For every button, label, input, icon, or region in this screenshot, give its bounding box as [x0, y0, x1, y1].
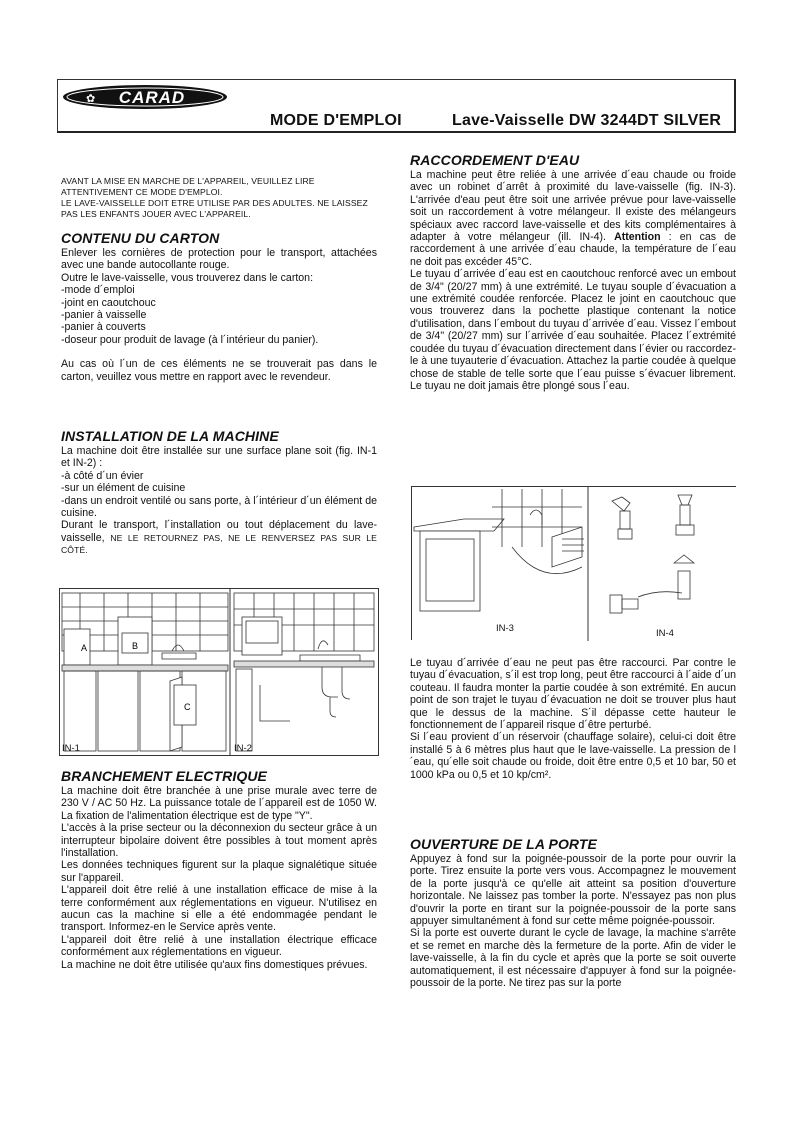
fig-label-in3: IN-3: [496, 623, 514, 634]
contenu-item: -joint en caoutchouc: [61, 296, 156, 309]
contenu-p3: Au cas où l´un de ces éléments ne se trouverait pas dans le carton, veuillez vous mettre en rapport avec le revendeur.: [61, 358, 377, 383]
branchement-p3: Les données techniques figurent sur la plaque signalétique située sur l'appareil.: [61, 859, 377, 884]
contenu-item: -doseur pour produit de lavage (à l´intérieur du panier).: [61, 333, 319, 346]
raccordement-p2: Le tuyau d´arrivée d´eau est en caoutchouc renforcé avec un embout de 3/4" (20/27 mm) à une extrémité. Le tuyau souple d´évacuation a une extrémité coudée renforcée. Placez le joint en caoutchouc que vous trouverez dans la pochette plastique contenant la notice d'utilisation, dans l´embout du tuyau d´arrivée d´eau. Vissez l´embout de 3/4" (20/27 mm) sur l´arrivée d´eau souhaitée. Placez l´extrémité coudée du tuyau d´évacuation directement dans l´évier ou raccordez-le à une tuyauterie d´évacuation. Attachez la partie coudée à quelque chose de stable de telle sorte que l´eau puisse s´évacuer librement. Le tuyau ne doit jamais être plongé sous l´eau.: [410, 268, 736, 392]
branchement-p4: L'appareil doit être relié à une installation efficace de mise à la terre conformément aux réglementations en vigueur. N'utilisez en aucun cas la machine si elle a été endommagée pendant le transport. Informez-en le Service après vente.: [61, 884, 377, 934]
raccordement-section: [410, 152, 736, 392]
contenu-title: CONTENU DU CARTON: [61, 230, 220, 246]
intro-line1: AVANT LA MISE EN MARCHE DE L'APPAREIL, VEUILLEZ LIRE ATTENTIVEMENT CE MODE D'EMPLOI.: [61, 176, 315, 197]
tuyau-p2: Si l´eau provient d´un réservoir (chauffage solaire), celui-ci doit être installé 5 à 6 mètres plus haut que le lave-vaisselle. La pression de l´eau, qu´elle soit chaude ou froide, doit être entre 0,5 et 10 bar, 50 et 1000 kPa ou 0,5 et 10 kp/cm².: [410, 731, 736, 781]
raccordement-p1: [410, 169, 736, 268]
contenu-section: [61, 230, 377, 383]
fig-label-c: C: [184, 702, 191, 712]
carad-logo: [62, 84, 228, 110]
contenu-item: -panier à couverts: [61, 321, 146, 334]
intro-line2: LE LAVE-VAISSELLE DOIT ETRE UTILISE PAR DES ADULTES. NE LAISSEZ PAS LES ENFANTS JOUER AVEC L'APPAREIL.: [61, 198, 368, 219]
branchement-title: BRANCHEMENT ELECTRIQUE: [61, 768, 267, 784]
fig-label-in4: IN-4: [656, 628, 674, 639]
fig-label-in2: IN-2: [234, 743, 252, 754]
header-mode: MODE D'EMPLOI: [270, 112, 402, 129]
installation-item: -à côté d´un évier: [61, 469, 144, 482]
ouverture-p1: Appuyez à fond sur la poignée-poussoir de la porte pour ouvrir la porte. Tirez ensuite la porte vers vous. Accompagnez le mouvement de la porte jusqu'à ce qu'elle ait atteint sa position d'ouverture horizontale. Ne laissez pas tomber la porte. N'essayez pas non plus d'ouvrir la porte en tirant sur la poignée-poussoir de la porte sans appuyer simultanément à fond sur cette même poignée-poussoir.: [410, 853, 736, 928]
fig-label-in1: IN-1: [62, 743, 80, 754]
installation-item: -sur un élément de cuisine: [61, 482, 186, 495]
branchement-section: [61, 768, 377, 971]
ouverture-section: [410, 836, 736, 989]
branchement-p2: L'accès à la prise secteur ou la déconnexion du secteur grâce à un interrupteur bipolaire doivent être possibles à tout moment après l'installation.: [61, 822, 377, 860]
installation-p2: [61, 519, 377, 556]
contenu-item: -mode d´emploi: [61, 284, 135, 297]
ouverture-title: OUVERTURE DE LA PORTE: [410, 836, 597, 852]
tuyau-p1: Le tuyau d´arrivée d´eau ne peut pas être raccourci. Par contre le tuyau d´évacuation, s´il est trop long, peut être raccourci à l´aide d´un couteau. Il faudra monter la partie coudée à son extrémité. En aucun point de son trajet le tuyau d´évacuation ne doit se trouver plus haut que le dessus de la machine. S´il dépasse cette hauteur le fonctionnement de l´appareil risque d´être perturbé.: [410, 657, 736, 732]
fig-label-a: A: [81, 643, 88, 653]
intro-block: [61, 176, 377, 220]
installation-p1: La machine doit être installée sur une surface plane soit (fig. IN-1 et IN-2) :: [61, 445, 377, 470]
ouverture-p2: Si la porte est ouverte durant le cycle de lavage, la machine s'arrête et se remet en marche dès la fermeture de la porte. Afin de vider le lave-vaisselle, à la fin du cycle et après que la porte se soit ouverte automatiquement, il est nécessaire d'appuyer à fond sur la poignée-poussoir de la porte. Ne tirez pas sur la porte: [410, 927, 736, 990]
plumbing-illustration: [412, 487, 737, 641]
branchement-p6: La machine ne doit être utilisée qu'aux fins domestiques prévues.: [61, 958, 368, 971]
contenu-p2: Outre le lave-vaisselle, vous trouverez dans le carton:: [61, 271, 314, 284]
kitchen-illustration: [60, 589, 378, 755]
installation-section: [61, 428, 377, 557]
attention-label: Attention: [614, 231, 661, 244]
tuyau-section: [410, 657, 736, 781]
installation-title: INSTALLATION DE LA MACHINE: [61, 428, 279, 444]
brand-text: CARAD: [118, 88, 186, 107]
installation-p2-caps: NE LE RETOURNEZ PAS, NE LE RENVERSEZ PAS SUR LE CÔTÉ.: [61, 532, 377, 556]
contenu-item: -panier à vaisselle: [61, 309, 147, 322]
contenu-p1: Enlever les cornières de protection pour le transport, attachées avec une bande autocollante rouge.: [61, 247, 377, 272]
figure-in1-in2: [59, 588, 379, 756]
raccordement-p1b: : en cas de raccordement à une arrivée d´eau chaude, la température de l´eau ne doit pas excéder 45°C.: [410, 231, 736, 268]
installation-p2-text: Durant le transport, l´installation ou tout déplacement du lave-vaisselle,: [61, 519, 377, 544]
raccordement-p1a: La machine peut être reliée à une arrivée d´eau chaude ou froide avec un robinet d´arrêt à proximité du lave-vaisselle (fig. IN-3). L'arrivée d'eau peut être soit une arrivée prévue pour lave-vaisselle soit un raccordement à votre mélangeur. Il existe des mélangeurs spéciaux avec raccord lave-vaisselle et des kits complémentaires à adapter à votre mélangeur (ill. IN-4).: [410, 169, 736, 244]
figure-in3-in4: [411, 486, 736, 640]
branchement-p5: L'appareil doit être relié à une installation électrique efficace conformément aux réglementations en vigueur.: [61, 933, 377, 959]
raccordement-title: RACCORDEMENT D'EAU: [410, 152, 580, 168]
fig-label-b: B: [132, 641, 139, 651]
installation-item: -dans un endroit ventilé ou sans porte, à l´intérieur d´un élément de cuisine.: [61, 494, 377, 520]
svg-text:✿: ✿: [86, 92, 96, 105]
header-product: Lave-Vaisselle DW 3244DT SILVER: [452, 112, 722, 129]
branchement-p1: La machine doit être branchée à une prise murale avec terre de 230 V / AC 50 Hz. La puissance totale de l´appareil est de 1050 W. La fixation de l'alimentation électrique est de type "Y".: [61, 785, 377, 822]
